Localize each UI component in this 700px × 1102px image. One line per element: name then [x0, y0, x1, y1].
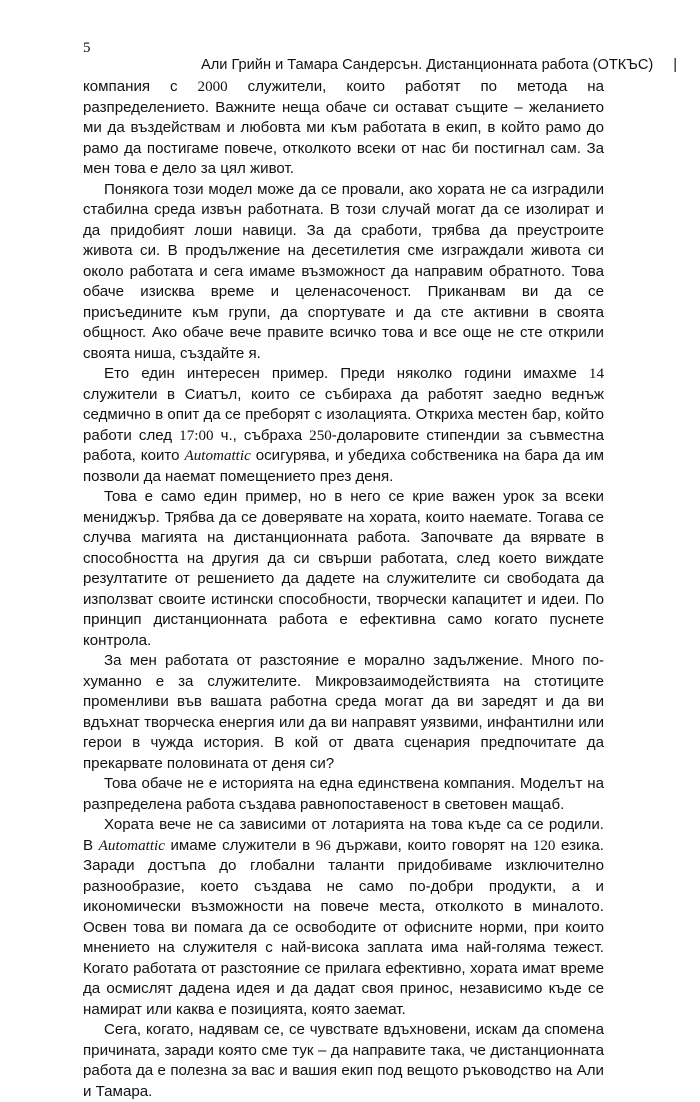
- text-run: Automattic: [98, 837, 165, 854]
- body-text: [83, 77, 604, 1102]
- text-run: държави, които говорят на: [330, 836, 533, 854]
- paragraph: [83, 1020, 604, 1102]
- text-run: служители в Сиатъл, които се събираха да работят заедно веднъж седмично в опит да се преборят с изолацията. Откриха местен бар, който работи след: [83, 385, 604, 444]
- paragraph: [83, 364, 604, 487]
- text-run: 96: [315, 837, 331, 854]
- text-run: имаме служители в: [164, 836, 316, 854]
- text-run: Понякога този модел може да се провали, ако хората не са изградили стабилна среда извън работната. В този случай могат да се изолират и да придобият лоши навици. За да сработи, трябва да преустроите живота си. В продължение на десетилетия сме изграждали живота си около работата и сега имаме възможност да направим обратното. Това обаче изисква време и целенасоченост. Приканвам ви да се присъедините към групи, да спортувате и да сте активни в своята общност. Ако обаче вече правите всичко това и все още не сте открили своята ниша, създайте я.: [83, 180, 604, 362]
- text-run: служители, които работят по метода на разпределението. Важните неща обаче си остават същите – желанието ми да въздействам и любовта ми към работата в екип, в който рамо до рамо да постигаме повече, отколкото всеки от нас би постигнал сам. За мен това е дело за цял живот.: [83, 78, 604, 177]
- paragraph: [83, 651, 604, 774]
- text-run: Това обаче не е историята на една единствена компания. Моделът на разпределена работа създава равнопоставеност в световен мащаб.: [83, 775, 604, 813]
- text-run: Това е само един пример, но в него се крие важен урок за всеки мениджър. Трябва да се доверявате на хората, които наемате. Тогава се случва магията на дистанционната работа. Започвате да вярвате в способността на другия да си свърши работата, след което виждате резултатите от решението да дадете на служителите си свободата да използват своите истински способности, творчески капацитет и идеи. По принцип дистанционната работа е ефективна само когато пуснете контрола.: [83, 488, 604, 649]
- text-run: 120: [532, 837, 556, 854]
- text-run: 14: [588, 366, 604, 382]
- paragraph: [83, 487, 604, 651]
- text-run: 17:00: [179, 427, 214, 444]
- text-run: За мен работата от разстояние е морално задължение. Много по-хуманно е за служителите. Микровзаимодействията на стотиците променливи във вашата работна среда могат да ви заредят и да ви вдъхнат творческа енергия или да ви направят уязвими, инфантилни или герои в чужда история. В кой от двата сценария предпочитате да прекарвате половината от деня си?: [83, 652, 604, 772]
- text-run: осигурява, и убедиха собственика на бара да им позволи да наемат помещението през деня.: [83, 447, 604, 485]
- text-run: Хората вече не са зависими от лотарията на това къде са се родили. В: [83, 816, 604, 854]
- text-run: ч., събраха: [213, 426, 310, 444]
- page-number: 5: [83, 40, 91, 56]
- running-header-bar: |: [673, 57, 678, 73]
- text-run: 250: [309, 427, 332, 444]
- text-run: компания с: [83, 78, 198, 95]
- running-header-title: Али Грийн и Тамара Сандерсън. Дистанционната работа (ОТКЪС): [201, 57, 654, 73]
- running-header: [201, 57, 677, 73]
- text-run: -доларовите стипендии за съвместна работа, които: [83, 426, 604, 464]
- text-run: езика. Заради достъпа до глобални таланти придобиваме изключително разнообразие, което създава не само по-добри продукти, а и икономически възможности на повече места, отколкото в миналото. Освен това ви помага да се освободите от офисните норми, при които мнението на служителя с най-висока заплата има най-голяма тежест. Когато работата от разстояние се прилага ефективно, хората имат време да осмислят дадена идея и да дадат своя принос, независимо къде се намират или каква е позицията, която заемат.: [83, 836, 604, 1018]
- paragraph: [83, 180, 604, 365]
- text-run: 2000: [197, 79, 228, 95]
- text-run: Ето един интересен пример. Преди няколко години имахме: [104, 365, 589, 382]
- text-run: Automattic: [184, 448, 251, 464]
- paragraph: [83, 815, 604, 1020]
- text-run: Сега, когато, надявам се, се чувствате вдъхновени, искам да спомена причината, заради която сме тук – да направите така, че дистанционната работа да е полезна за вас и вашия екип под вещото ръководство на Али и Тамара.: [83, 1021, 604, 1100]
- paragraph: [83, 774, 604, 815]
- paragraph: [83, 77, 604, 180]
